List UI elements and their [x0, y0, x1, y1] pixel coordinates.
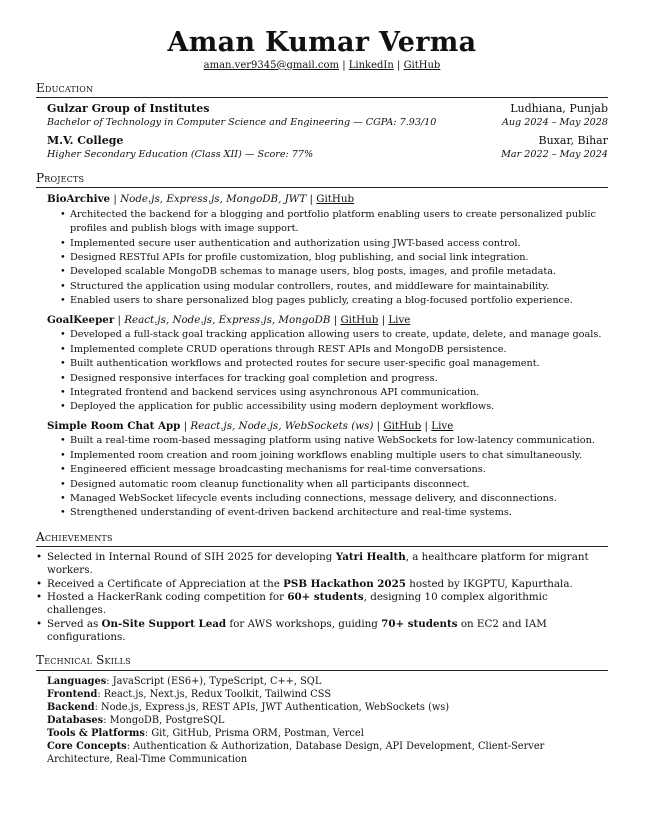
list-item: • Developed scalable MongoDB schemas to manage users, blog posts, images, and profile metadata. — [60, 265, 608, 279]
dates: Mar 2022 – May 2024 — [501, 149, 608, 160]
project-tech: React.js, Node.js, WebSockets (ws) — [190, 419, 374, 432]
list-item: • Deployed the application for public accessibility using modern deployment workflows. — [60, 400, 608, 414]
achievement-item: • Selected in Internal Round of SIH 2025 for developing Yatri Health, a healthcare platform for migrant workers. — [36, 551, 608, 578]
skill-row: Core Concepts: Authentication & Authorization, Database Design, API Development, Client-Server Architecture, Real-Time Communication — [47, 740, 545, 765]
list-item: • Designed RESTful APIs for profile customization, blog publishing, and social link integration. — [60, 251, 608, 265]
dates: Aug 2024 – May 2028 — [501, 117, 608, 129]
list-item: • Built a real-time room-based messaging platform using native WebSockets for low-latency communication. — [60, 434, 608, 448]
project-tech: Node.js, Express.js, MongoDB, JWT — [120, 193, 307, 206]
degree: Higher Secondary Education (Class XII) — Score: 77% — [47, 149, 314, 160]
school-name: M.V. College — [47, 134, 124, 148]
skill-row: Frontend: React.js, Next.js, Redux Toolkit, Tailwind CSS — [47, 688, 332, 700]
education-entry — [36, 134, 608, 162]
section-heading-education: Education — [36, 80, 608, 98]
list-item: • Designed automatic room cleanup functionality when all participants disconnect. — [60, 478, 608, 492]
achievement-item: • Hosted a HackerRank coding competition for 60+ students, designing 10 complex algorithmic challenges. — [36, 591, 608, 618]
list-item: • Engineered efficient message broadcasting mechanisms for real-time conversations. — [60, 463, 608, 477]
contact-line — [36, 59, 608, 73]
achievement-item: • Served as On-Site Support Lead for AWS workshops, guiding 70+ students on EC2 and IAM configurations. — [36, 618, 608, 645]
list-item: • Integrated frontend and backend services using asynchronous API communication. — [60, 386, 608, 400]
school-name: Gulzar Group of Institutes — [47, 102, 210, 116]
list-item: • Implemented complete CRUD operations through REST APIs and MongoDB persistence. — [60, 343, 608, 357]
project-name: BioArchive — [47, 193, 111, 206]
skill-row: Databases: MongoDB, PostgreSQL — [47, 714, 225, 726]
project-live-link[interactable]: Live — [431, 419, 454, 432]
github-link[interactable]: GitHub — [403, 59, 441, 71]
school-location: Ludhiana, Punjab — [510, 102, 608, 116]
candidate-name: Aman Kumar Verma — [167, 27, 477, 58]
list-item: • Implemented room creation and room joining workflows enabling multiple users to chat simultaneously. — [60, 449, 608, 463]
list-item: • Developed a full-stack goal tracking application allowing users to create, update, delete, and manage goals. — [60, 328, 608, 342]
project-tech: React.js, Node.js, Express.js, MongoDB — [124, 313, 331, 326]
project-github-link[interactable]: GitHub — [316, 193, 355, 206]
education-entry — [36, 102, 608, 130]
separator: | — [397, 59, 401, 71]
list-item: • Strengthened understanding of event-driven backend architecture and real-time systems. — [60, 506, 608, 520]
resume-page — [36, 28, 608, 766]
list-item: • Architected the backend for a blogging and portfolio platform enabling users to create personalized public profiles and publish blogs with image support. — [60, 208, 608, 237]
project-entry: BioArchive | Node.js, Express.js, MongoDB, JWT | GitHub • Architected the backend for a blogging and portfolio platform enabling users to create personalized public profiles and publish blogs with image support. • Implemented secure user authentication and authorization using JWT-based access control. • Designed RESTful APIs for profile customization, blog publishing, and social link integration. • Developed scalable MongoDB schemas to manage users, blog posts, images, and profile metadata. • Structured the application using modular controllers, routes, and middleware for maintainability. • Enabled users to share personalized blog pages publicly, creating a blog-focused portfolio experience. — [36, 193, 608, 308]
list-item: • Enabled users to share personalized blog pages publicly, creating a blog-focused portfolio experience. — [60, 294, 608, 308]
project-github-link[interactable]: GitHub — [383, 419, 422, 432]
section-heading-achievements: Achievements — [36, 529, 608, 547]
degree: Bachelor of Technology in Computer Science and Engineering — CGPA: 7.93/10 — [47, 117, 437, 129]
project-entry: Simple Room Chat App | React.js, Node.js, WebSockets (ws) | GitHub | Live • Built a real-time room-based messaging platform using native WebSockets for low-latency communication. • Implemented room creation and room joining workflows enabling multiple users to chat simultaneously. • Engineered efficient message broadcasting mechanisms for real-time conversations. • Designed automatic room cleanup functionality when all participants disconnect. • Managed WebSocket lifecycle events including connections, message delivery, and disconnections. • Strengthened understanding of event-driven backend architecture and real-time systems. — [36, 420, 608, 521]
skill-row: Languages: JavaScript (ES6+), TypeScript, C++, SQL — [47, 675, 322, 687]
achievements-list — [36, 551, 608, 645]
project-entry: GoalKeeper | React.js, Node.js, Express.js, MongoDB | GitHub | Live • Developed a full-stack goal tracking application allowing users to create, update, delete, and manage goals. • Implemented complete CRUD operations through REST APIs and MongoDB persistence. • Built authentication workflows and protected routes for secure user-specific goal management. • Designed responsive interfaces for tracking goal completion and progress. • Integrated frontend and backend services using asynchronous API communication. • Deployed the application for public accessibility using modern deployment workflows. — [36, 314, 608, 415]
list-item: • Managed WebSocket lifecycle events including connections, message delivery, and disconnections. — [60, 492, 608, 506]
skills-block — [36, 675, 608, 766]
achievement-item: • Received a Certificate of Appreciation at the PSB Hackathon 2025 hosted by IKGPTU, Kapurthala. — [36, 578, 608, 591]
email-link[interactable]: aman.ver9345@gmail.com — [203, 59, 339, 71]
project-name: Simple Room Chat App — [47, 419, 181, 432]
skill-row: Backend: Node.js, Express.js, REST APIs, JWT Authentication, WebSockets (ws) — [47, 701, 450, 713]
linkedin-link[interactable]: LinkedIn — [348, 59, 394, 71]
separator: | — [342, 59, 346, 71]
skill-row: Tools & Platforms: Git, GitHub, Prisma ORM, Postman, Vercel — [47, 727, 364, 739]
project-live-link[interactable]: Live — [388, 313, 411, 326]
list-item: • Designed responsive interfaces for tracking goal completion and progress. — [60, 372, 608, 386]
school-location: Buxar, Bihar — [538, 134, 608, 148]
project-github-link[interactable]: GitHub — [340, 313, 379, 326]
list-item: • Implemented secure user authentication and authorization using JWT-based access control. — [60, 237, 608, 251]
project-name: GoalKeeper — [47, 313, 115, 326]
section-heading-projects: Projects — [36, 170, 608, 188]
list-item: • Structured the application using modular controllers, routes, and middleware for maintainability. — [60, 280, 608, 294]
section-heading-skills: Technical Skills — [36, 652, 608, 670]
list-item: • Built authentication workflows and protected routes for secure user-specific goal management. — [60, 357, 608, 371]
